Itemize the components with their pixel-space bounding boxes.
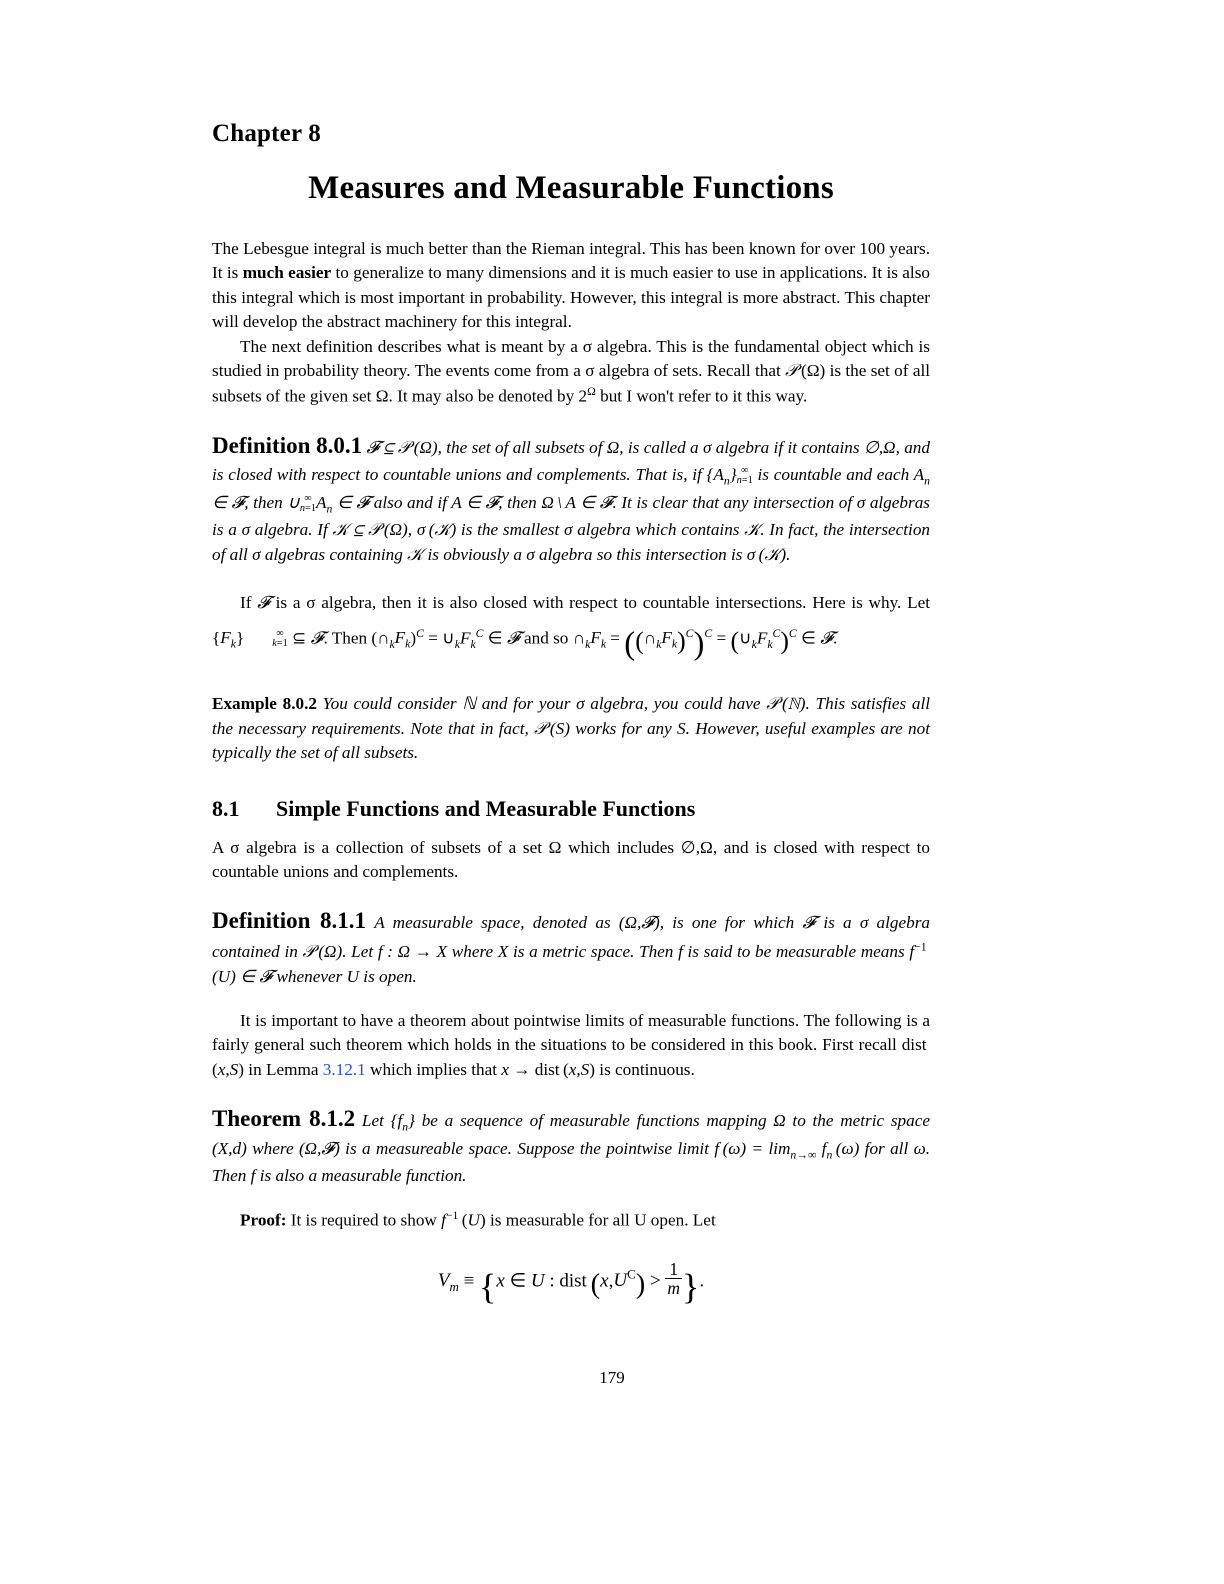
ex-a: You could consider [317,694,463,714]
definition-8-0-1-body: 𝓕 ⊆ 𝒫 (Ω), the set of all subsets of Ω, is called a σ algebra if it contains ∅,Ω, and is closed with respect to countable unions and complements. That is, if $\{A_n\}$ ∞ n=1 is countable and each $A_n$ ∈ 𝓕, then ∪ ∞ n=1 $A_n$ ∈ 𝓕 also and if A ∈ 𝓕, then Ω \ A ∈ 𝓕. It is clear that any intersection of σ algebras is a σ algebra. If 𝒦 ⊆ 𝒫 (Ω), σ (𝒦) is the smallest σ algebra which contains 𝒦. In fact, the intersection of all σ algebras containing 𝒦 is obviously a σ algebra so this intersection is σ (𝒦). [212,437,931,565]
ex-b: and for your [476,694,577,714]
intro-p2-f: but I won't refer to it this way. [595,386,808,406]
intro-paragraph-1 [212,237,930,335]
def1-t7: , then [498,492,542,512]
page-content [212,120,930,1317]
def1-t5: is countable and each [752,465,914,485]
def2-t6: where X is a metric space. Then f is said to be measurable means [447,941,910,961]
theorem-8-1-2 [212,1102,930,1188]
lemma-reference-link[interactable]: 3.12.1 [322,1059,366,1079]
def2-t2: , is one for which [659,913,803,933]
paragraph-pointwise-limits: It is important to have a theorem about pointwise limits of measurable functions. The following is a fairly general such theorem which holds in the situations to be considered in this book. First recall dist (x,S) in Lemma 3.12.1 which implies that x → dist (x,S) is continuous. [212,1010,930,1079]
ex-e: works for any S. However, useful examples are not typically the set of all subsets. [212,718,930,763]
intro-paragraph-2: The next definition describes what is meant by a σ algebra. This is the fundamental object which is studied in probability theory. The events come from a σ algebra of sets. Recall that 𝒫 (Ω) is the set of all subsets of the given set Ω. It may also be denoted by $2^\Omega$ but I won't refer to it this way. [212,336,930,406]
definition-8-1-1 [212,904,930,989]
paragraph-countable-intersections: If 𝓕 is a σ algebra, then it is also closed with respect to countable intersections. Here is why. Let $\{F_k\}$ ∞ k=1 ⊆ 𝓕. Then $(\cap_kF_k)^C$ = $\cup_kF_k^C$ ∈ 𝓕 and so $\cap_kF_k$ = $((\cap_kF_k)^C)^C$ = $(\cup_kF_k^C)^C$ ∈ 𝓕. [212,592,930,662]
psi-b: is a [269,592,307,612]
section-number: 8.1 [212,795,240,821]
pp-b: in Lemma [244,1059,323,1079]
def2-t5: . Let [342,941,378,961]
intro-p2-d: is the set of all subsets of the given set [212,361,930,406]
definition-8-1-1-body: A measurable space, denoted as (Ω,𝓕), is one for which 𝓕 is a σ algebra contained in 𝒫 (Ω). Let f : Ω → X where X is a metric space. Then f is said to be measurable means $f^{-1}$ (U) ∈ 𝓕 whenever U is open. [212,913,931,986]
section-8-1-paragraph: A σ algebra is a collection of subsets of a set Ω which includes ∅,Ω, and is closed with respect to countable unions and complements. [212,837,930,881]
def1-t2: , is called a [619,437,703,457]
proof-label: Proof: [240,1211,287,1231]
page-number: 179 [599,1368,625,1387]
s81-a: A [212,837,231,857]
th-t1: Let [361,1111,391,1131]
display-equation-vm: $V_m \equiv \{x$ ∈ U : dist $(x,U^C)$ > $\frac{1}{m}$ }. [437,1258,705,1306]
theorem-8-1-2-body: Let $\{f_n\}$ be a sequence of measurable functions mapping Ω to the metric space (X,d) where (Ω,𝓕) is a measureable space. Suppose the pointwise limit f $(\omega) = \lim_{n\to\infty} f_n$ (ω) for all ω. Then f is also a measurable function. [212,1111,931,1186]
chapter-label: Chapter 8 [212,120,321,147]
theorem-8-1-2-heading: Theorem 8.1.2 [212,1106,356,1132]
s81-b: algebra is a collection of subsets of a set [239,837,549,857]
example-8-0-2-heading: Example 8.0.2 [212,694,317,714]
def1-t13: . In fact, the intersection of all [212,520,931,565]
def1-t3: algebra if it contains [711,437,864,457]
section-title: Simple Functions and Measurable Functions [276,795,696,821]
pp-c: which implies that [365,1059,502,1079]
psi-e: and so [519,628,573,648]
proof-text-2: is measurable for all U open. Let [485,1211,716,1231]
intro-p2-b: algebra. This is the fundamental object which is studied in probability theory. The events come from a [212,336,930,381]
pp-d: is continuous. [595,1059,695,1079]
intro-p2-e: . It may also be denoted by [388,386,579,406]
example-8-0-2-body: You could consider ℕ and for your σ algebra, you could have 𝒫 (ℕ). This satisfies all the necessary requirements. Note that in fact, 𝒫 (S) works for any S. However, useful examples are not typically the set of all subsets. [212,694,931,763]
def1-t15: is obviously a [423,545,527,565]
intro-p2-c: algebra of sets. Recall that [594,361,786,381]
def2-t3: is a [815,913,860,933]
def1-t10: algebra. If [250,520,333,540]
s81-d: , and is closed with respect to countable unions and complements. [212,837,930,881]
chapter-title: Measures and Measurable Functions [308,170,834,206]
psi-a: If [240,592,258,612]
def1-t8: . It is clear that any intersection of [612,492,857,512]
th-t2: be a sequence of measurable functions mapping [414,1111,774,1131]
def1-t6: also and if [369,492,452,512]
def2-t1: A measurable space, denoted as [374,913,619,933]
def2-t4: algebra contained in [212,913,931,961]
ex-c: algebra, you could have [584,694,767,714]
th-t4: where [246,1138,299,1158]
def1-t16: algebra so this intersection is [534,545,747,565]
th-t3: to the metric space [785,1111,930,1131]
def1-t1: , the set of all subsets of [437,437,607,457]
def1-t12: algebra which contains [572,520,745,540]
def2-t7: whenever U is open. [272,966,417,986]
def1-t9: algebras is a [212,492,930,540]
th-t7: . Then f is also a measurable function. [212,1138,931,1186]
intro-p1-bold: much easier [242,263,332,283]
proof-paragraph: Proof: It is required to show $f^{-1}$ (U) is measurable for all U open. Let [240,1209,716,1231]
s81-c: which includes [561,837,681,857]
def1-t4: , and is closed with respect to countable unions and complements. That is, if [212,437,930,485]
example-8-0-2 [212,692,930,765]
proof-text: It is required to show [286,1211,442,1231]
intro-p1-part2: to generalize to many dimensions and it is much easier to use in applications. It is also this integral which is most important in probability. However, this integral is more abstract. This chapter will develop the abstract machinery for this integral. [212,263,930,332]
definition-8-0-1-heading: Definition 8.0.1 [212,432,363,458]
intro-p2-a: The next definition describes what is meant by a [240,336,583,356]
psi-c: algebra, then it is also closed with respect to countable intersections. Here is why. Let [315,592,930,612]
definition-8-0-1 [212,429,930,568]
pp-a: It is important to have a theorem about pointwise limits of measurable functions. The following is a fairly general such theorem which holds in the situations to be considered in this book. First recall dist [212,1010,930,1055]
intro-p1-part1: The Lebesgue integral is much better than the Rieman integral. This has been known for over 100 years. It is [212,239,930,283]
ex-d: . This satisfies all the necessary requirements. Note that in fact, [212,694,931,738]
def1-t14: algebras containing [260,545,408,565]
th-t6: for all [859,1138,914,1158]
definition-8-1-1-heading: Definition 8.1.1 [212,908,367,934]
section-8-1-heading [212,796,930,822]
def1-t11: is the smallest [456,520,564,540]
psi-d: . Then [323,628,372,648]
th-t5: is a measureable space. Suppose the pointwise limit [339,1138,715,1158]
